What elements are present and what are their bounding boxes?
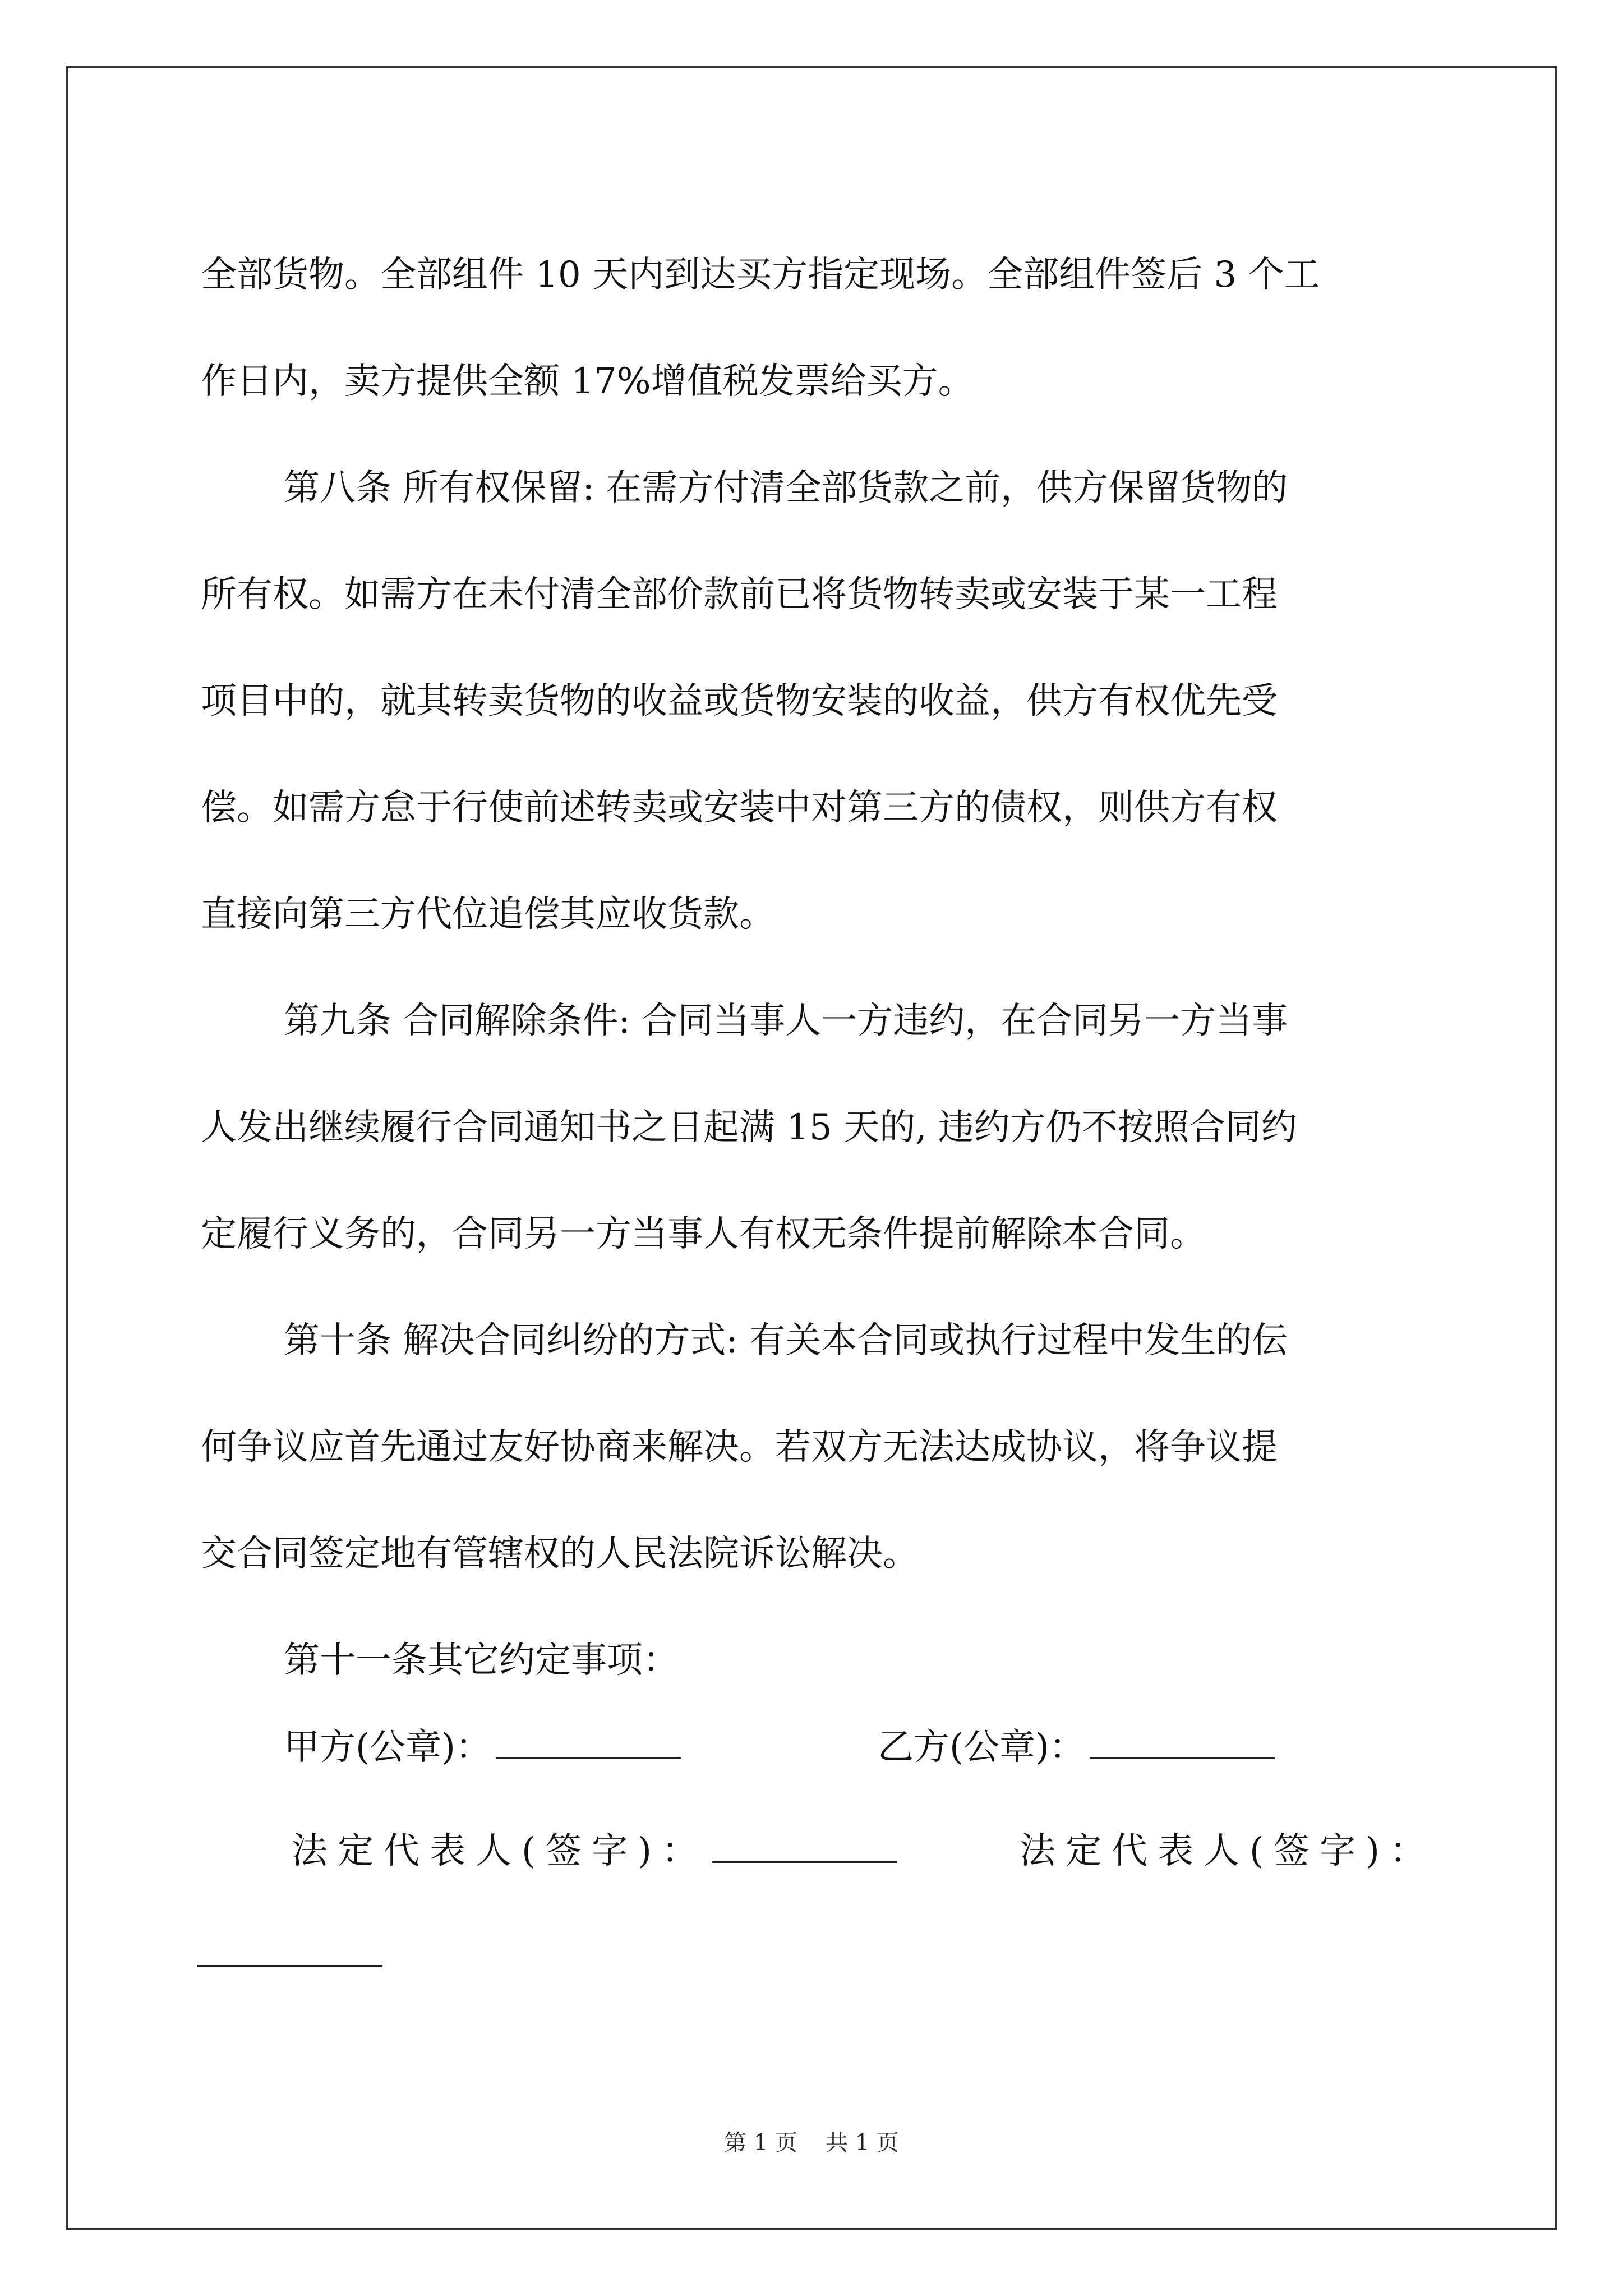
- text-line: 定履行义务的，合同另一方当事人有权无条件提前解除本合同。: [201, 1213, 1206, 1255]
- text-line: 人发出继续履行合同通知书之日起满 15 天的, 违约方仍不按照合同约: [201, 1107, 1297, 1148]
- rep-b-signature: [1020, 1826, 1436, 1876]
- text-line: 全部货物。全部组件 10 天内到达买方指定现场。全部组件签后 3 个工: [201, 254, 1320, 296]
- page-number-current: 第 1 页: [724, 2130, 797, 2156]
- paragraph-article-9: [201, 968, 1429, 1287]
- text-line: 交合同签定地有管辖权的人民法院诉讼解决。: [201, 1533, 919, 1575]
- text-line: 项目中的，就其转卖货物的收益或货物安装的收益，供方有权优先受: [201, 680, 1278, 722]
- page-number-total: 共 1 页: [826, 2130, 899, 2156]
- text-line: 第十条 解决合同纠纷的方式: 有关本合同或执行过程中发生的伝: [284, 1320, 1288, 1361]
- rep-a-blank-line: [712, 1826, 897, 1863]
- party-b-label: 乙方(公章)：: [878, 1727, 1085, 1768]
- text-line: 偿。如需方怠于行使前述转卖或安装中对第三方的债权，则供方有权: [201, 787, 1278, 829]
- text-line: 何争议应首先通过友好协商来解决。若双方无法达成协议，将争议提: [201, 1427, 1278, 1468]
- text-line: 所有权。如需方在未付清全部价款前已将货物转卖或安装于某一工程: [201, 574, 1278, 615]
- party-a-label: 甲方(公章)：: [284, 1727, 491, 1768]
- rep-a-signature: [292, 1826, 897, 1876]
- party-b-blank-line: [1090, 1723, 1275, 1759]
- document-body: [201, 222, 1429, 1714]
- rep-b-label: 法定代表人(签字)：: [1020, 1830, 1436, 1872]
- text-line: 第十一条其它约定事项：: [284, 1640, 679, 1681]
- rep-b-blank-line: [197, 1930, 382, 1967]
- rep-a-label: 法定代表人(签字)：: [292, 1830, 708, 1872]
- page-footer: [0, 2126, 1623, 2160]
- party-a-blank-line: [496, 1723, 681, 1759]
- rep-b-blank-row: [197, 1930, 382, 1980]
- party-b-signature: [878, 1722, 1275, 1773]
- text-line: 第九条 合同解除条件: 合同当事人一方违约，在合同另一方当事: [284, 1000, 1288, 1042]
- paragraph-article-11: [201, 1607, 1429, 1714]
- paragraph-article-8: [201, 435, 1429, 968]
- paragraph-article-10: [201, 1287, 1429, 1607]
- text-line: 直接向第三方代位追偿其应收货款。: [201, 894, 775, 935]
- paragraph-delivery: [201, 222, 1429, 435]
- party-a-signature: [284, 1722, 681, 1773]
- text-line: 第八条 所有权保留: 在需方付清全部货款之前，供方保留货物的: [284, 467, 1288, 509]
- text-line: 作日内，卖方提供全额 17%增值税发票给买方。: [201, 361, 974, 402]
